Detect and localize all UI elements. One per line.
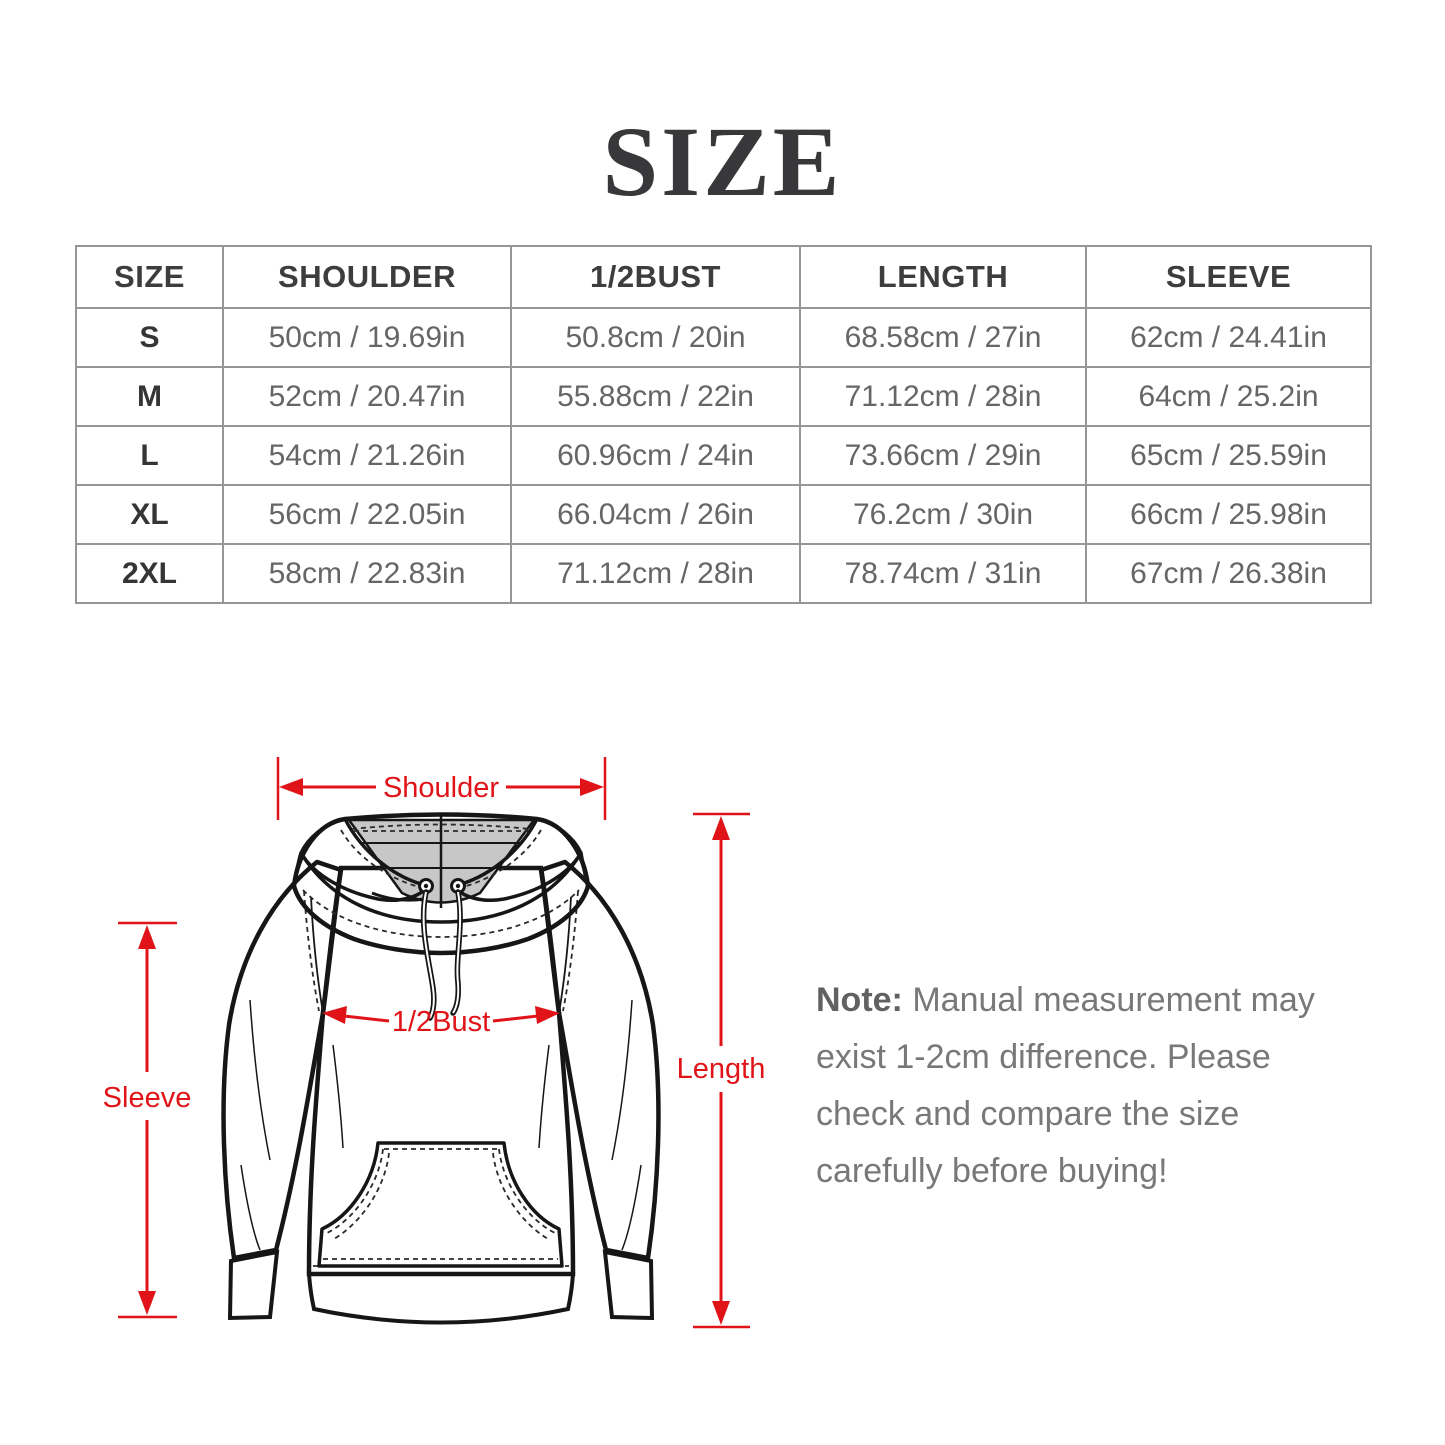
dimension-line	[344, 1016, 389, 1021]
note-line: exist 1-2cm difference. Please	[816, 1038, 1271, 1076]
arrowhead-right	[580, 778, 604, 796]
table-cell: 67cm / 26.38in	[1086, 544, 1371, 603]
note-line: carefully before buying!	[816, 1152, 1168, 1190]
hoodie-measurement-diagram	[90, 745, 800, 1385]
arrowhead-left	[279, 778, 303, 796]
table-cell: 76.2cm / 30in	[800, 485, 1086, 544]
page-title: SIZE	[602, 106, 843, 217]
table-cell: M	[76, 367, 223, 426]
table-cell: 60.96cm / 24in	[511, 426, 800, 485]
crease	[539, 1045, 549, 1148]
table-cell: 54cm / 21.26in	[223, 426, 511, 485]
column-header-length: LENGTH	[800, 246, 1086, 308]
table-cell: 73.66cm / 29in	[800, 426, 1086, 485]
table-cell: 50.8cm / 20in	[511, 308, 800, 367]
table-cell: L	[76, 426, 223, 485]
table-cell: 71.12cm / 28in	[511, 544, 800, 603]
table-cell: 78.74cm / 31in	[800, 544, 1086, 603]
note-label: Note:	[816, 981, 903, 1019]
crease	[250, 1000, 270, 1160]
hoodie-drawing	[224, 815, 659, 1323]
table-cell: 71.12cm / 28in	[800, 367, 1086, 426]
size-table	[75, 245, 1372, 604]
crease	[622, 1165, 641, 1250]
hem-band	[309, 1274, 573, 1323]
half-bust-dimension-arrow	[322, 1006, 560, 1038]
crease	[612, 1000, 632, 1160]
table-row	[76, 426, 1371, 485]
table-cell: 56cm / 22.05in	[223, 485, 511, 544]
table-cell: 66cm / 25.98in	[1086, 485, 1371, 544]
table-cell: 62cm / 24.41in	[1086, 308, 1371, 367]
table-cell: XL	[76, 485, 223, 544]
table-cell: 68.58cm / 27in	[800, 308, 1086, 367]
sleeve-label: Sleeve	[102, 1082, 192, 1114]
body	[309, 868, 573, 1274]
pocket-stitch	[493, 1153, 548, 1239]
table-cell: 58cm / 22.83in	[223, 544, 511, 603]
crease	[333, 1045, 343, 1148]
table-cell: 2XL	[76, 544, 223, 603]
note-line	[816, 972, 1361, 1029]
arrowhead-up	[138, 925, 156, 949]
column-header-size: SIZE	[76, 246, 223, 308]
note-text: Manual measurement may	[902, 981, 1315, 1019]
half-bust-label: 1/2Bust	[391, 1006, 491, 1038]
right-cuff	[605, 1252, 652, 1318]
table-cell: 66.04cm / 26in	[511, 485, 800, 544]
table-row	[76, 544, 1371, 603]
table-cell: 52cm / 20.47in	[223, 367, 511, 426]
column-header-halfbust: 1/2BUST	[511, 246, 800, 308]
kangaroo-pocket	[319, 1143, 562, 1266]
arrowhead-up	[712, 816, 730, 840]
right-eyelet-hole	[456, 884, 460, 888]
table-cell: S	[76, 308, 223, 367]
column-header-sleeve: SLEEVE	[1086, 246, 1371, 308]
left-eyelet-hole	[424, 884, 428, 888]
shoulder-label: Shoulder	[382, 772, 500, 804]
note-line: check and compare the size	[816, 1095, 1240, 1133]
table-cell: 55.88cm / 22in	[511, 367, 800, 426]
table-cell: 64cm / 25.2in	[1086, 367, 1371, 426]
sleeve-dimension-arrow	[103, 923, 192, 1317]
table-header-row	[76, 246, 1371, 308]
table-cell: 50cm / 19.69in	[223, 308, 511, 367]
length-label: Length	[676, 1053, 766, 1085]
dimension-line	[493, 1016, 538, 1021]
measurement-note	[816, 972, 1361, 1200]
left-cuff	[230, 1252, 277, 1318]
column-header-shoulder: SHOULDER	[223, 246, 511, 308]
table-row	[76, 308, 1371, 367]
table-row	[76, 367, 1371, 426]
table-row	[76, 485, 1371, 544]
table-cell: 65cm / 25.59in	[1086, 426, 1371, 485]
arrowhead-down	[712, 1301, 730, 1325]
arrowhead-down	[138, 1291, 156, 1315]
length-dimension-arrow	[677, 814, 766, 1327]
crease	[241, 1165, 260, 1250]
shoulder-dimension-arrow	[278, 757, 605, 820]
pocket-stitch	[334, 1153, 389, 1239]
